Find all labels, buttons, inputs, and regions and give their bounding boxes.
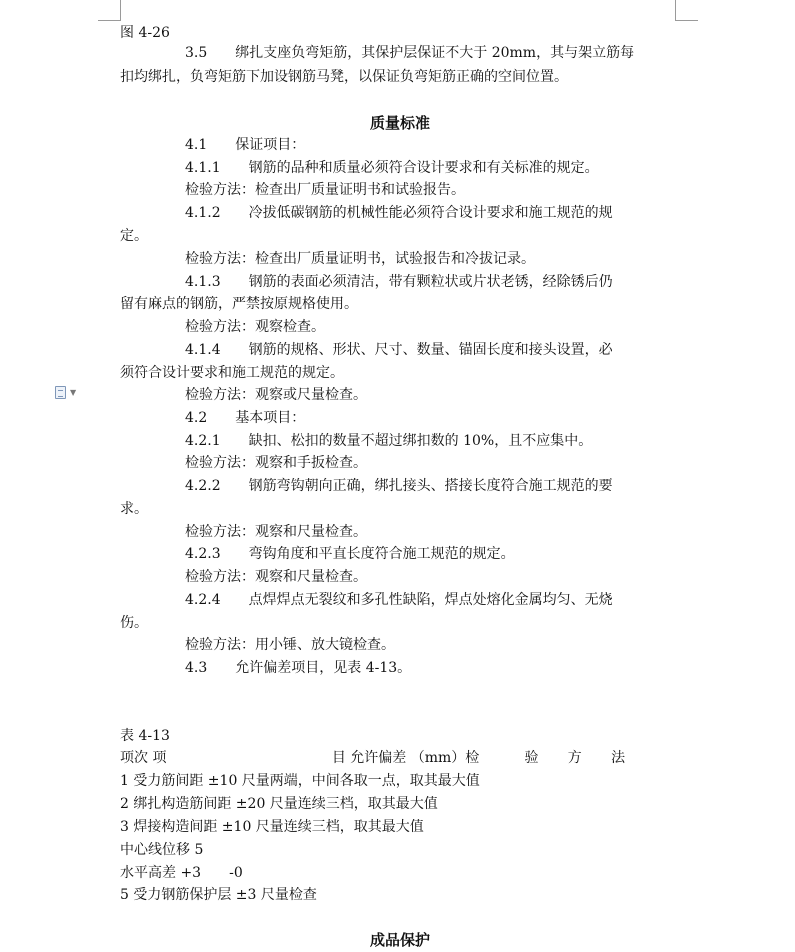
paragraph-layout-icon[interactable] xyxy=(55,386,66,399)
left-crop-mark xyxy=(98,0,121,21)
item-4-1-3-line2: 留有麻点的钢筋，严禁按原规格使用。 xyxy=(120,296,358,312)
table-row: 1 受力筋间距 ±10 尺量两端，中间各取一点，取其最大值 xyxy=(120,773,480,789)
check-4-1-1: 检验方法：检查出厂质量证明书和试验报告。 xyxy=(185,182,465,198)
right-crop-mark xyxy=(675,0,698,21)
section-4-2: 4.2 基本项目： xyxy=(185,410,306,426)
table-header-col-method-1: 验 xyxy=(524,750,539,766)
check-4-2-3: 检验方法：观察和尺量检查。 xyxy=(185,569,367,585)
check-4-1-2: 检验方法：检查出厂质量证明书，试验报告和冷拔记录。 xyxy=(185,251,535,267)
paragraph-3-5-line2: 扣均绑扎，负弯矩筋下加设钢筋马凳，以保证负弯矩筋正确的空间位置。 xyxy=(120,69,568,85)
item-4-1-1: 4.1.1 钢筋的品种和质量必须符合设计要求和有关标准的规定。 xyxy=(185,160,599,176)
table-row: 5 受力钢筋保护层 ±3 尺量检查 xyxy=(120,887,317,903)
item-4-2-4-line2: 伤。 xyxy=(120,615,148,631)
check-4-1-4: 检验方法：观察或尺量检查。 xyxy=(185,387,367,403)
table-label: 表 4-13 xyxy=(120,728,170,744)
item-4-1-4-line1: 4.1.4 钢筋的规格、形状、尺寸、数量、锚固长度和接头设置，必 xyxy=(185,342,613,358)
table-row: 水平高差 +3 -0 xyxy=(120,865,243,881)
table-header xyxy=(120,747,640,770)
table-header-col-deviation: 目 允许偏差 （mm）检 xyxy=(331,750,480,766)
item-4-2-3: 4.2.3 弯钩角度和平直长度符合施工规范的规定。 xyxy=(185,546,515,562)
item-4-2-2-line2: 求。 xyxy=(120,501,148,517)
chevron-down-icon[interactable]: ▼ xyxy=(70,388,77,397)
item-4-2-1: 4.2.1 缺扣、松扣的数量不超过绑扣数的 10%，且不应集中。 xyxy=(185,433,593,449)
item-4-1-4-line2: 须符合设计要求和施工规范的规定。 xyxy=(120,365,344,381)
item-4-1-2-line2: 定。 xyxy=(120,228,148,244)
item-4-1-3-line1: 4.1.3 钢筋的表面必须清洁，带有颗粒状或片状老锈，经除锈后仍 xyxy=(185,274,613,290)
check-4-2-1: 检验方法：观察和手扳检查。 xyxy=(185,455,367,471)
table-row: 2 绑扎构造筋间距 ±20 尺量连续三档，取其最大值 xyxy=(120,796,438,812)
section-4-1: 4.1 保证项目： xyxy=(185,137,306,153)
section-heading-quality: 质量标准 xyxy=(369,114,430,132)
section-heading-protection: 成品保护 xyxy=(369,931,430,949)
table-row: 3 焊接构造间距 ±10 尺量连续三档，取其最大值 xyxy=(120,819,424,835)
item-4-1-2-line1: 4.1.2 冷拔低碳钢筋的机械性能必须符合设计要求和施工规范的规 xyxy=(185,205,613,221)
item-4-2-4-line1: 4.2.4 点焊焊点无裂纹和多孔性缺陷，焊点处熔化金属均匀、无烧 xyxy=(185,592,613,608)
check-4-2-2: 检验方法：观察和尺量检查。 xyxy=(185,524,367,540)
table-header-col-method-2: 方 xyxy=(567,750,582,766)
figure-label: 图 4-26 xyxy=(120,25,170,41)
check-4-1-3: 检验方法：观察检查。 xyxy=(185,319,325,335)
table-header-col-method-3: 法 xyxy=(611,750,626,766)
check-4-2-4: 检验方法：用小锤、放大镜检查。 xyxy=(185,637,395,653)
paragraph-3-5-line1: 3.5 绑扎支座负弯矩筋，其保护层保证不大于 20mm，其与架立筋每 xyxy=(185,45,635,61)
item-4-2-2-line1: 4.2.2 钢筋弯钩朝向正确，绑扎接头、搭接长度符合施工规范的要 xyxy=(185,478,613,494)
table-header-col-item: 项次 项 xyxy=(120,750,167,766)
section-4-3: 4.3 允许偏差项目，见表 4-13。 xyxy=(185,660,412,676)
table-row: 中心线位移 5 xyxy=(120,842,204,858)
